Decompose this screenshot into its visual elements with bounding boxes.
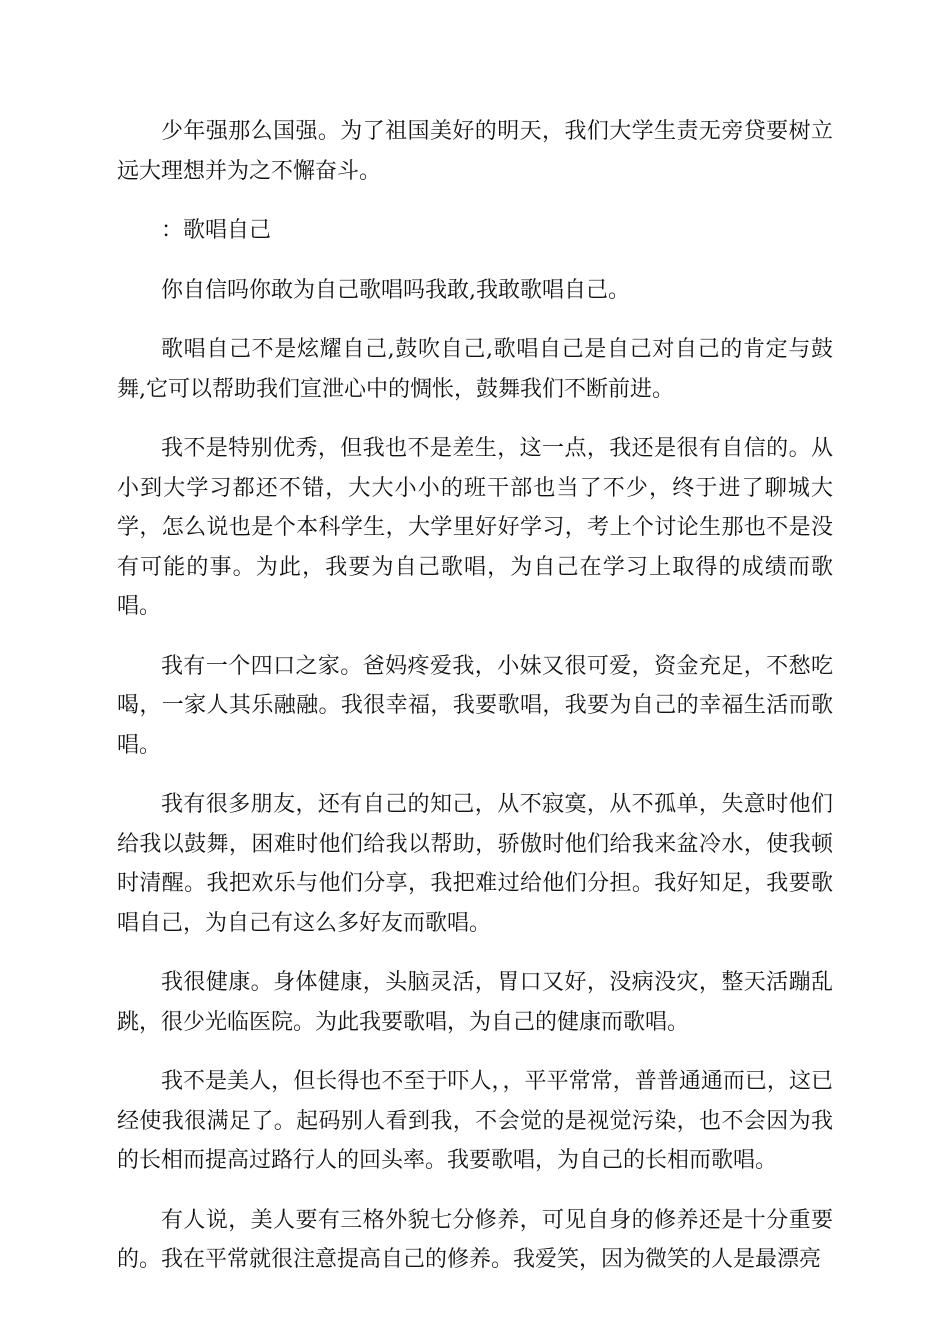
paragraph-2: 你自信吗你敢为自己歌唱吗我敢,我敢歌唱自己。 xyxy=(161,277,630,303)
paragraph-7: 我很健康。身体健康，头脑灵活，胃口又好，没病没灾，整天活蹦乱跳，很少光临医院。为此我要歌唱，为自己的健康而歌唱。 xyxy=(117,970,833,1035)
paragraph-1: 少年强那么国强。为了祖国美好的明天，我们大学生责无旁贷要树立远大理想并为之不懈奋斗。 xyxy=(117,119,833,184)
section-heading: ：歌唱自己 xyxy=(161,218,272,243)
paragraph-6: 我有很多朋友，还有自己的知己，从不寂寞，从不孤单，失意时他们给我以鼓舞，困难时他们给我以帮助，骄傲时他们给我来盆冷水，使我顿时清醒。我把欢乐与他们分享，我把难过给他们分担。我好知足，我要歌唱自己，为自己有这么多好友而歌唱。 xyxy=(117,792,833,936)
paragraph-5: 我有一个四口之家。爸妈疼爱我，小妹又很可爱，资金充足，不愁吃喝，一家人其乐融融。我很幸福，我要歌唱，我要为自己的幸福生活而歌唱。 xyxy=(117,653,833,758)
paragraph-9: 有人说，美人要有三格外貌七分修养，可见自身的修养还是十分重要的。我在平常就很注意提高自己的修养。我爱笑，因为微笑的人是最漂亮 xyxy=(117,1207,833,1272)
paragraph-3: 歌唱自己不是炫耀自己,鼓吹自己,歌唱自己是自己对自己的肯定与鼓舞,它可以帮助我们宣泄心中的惆怅，鼓舞我们不断前进。 xyxy=(117,337,833,402)
document-body xyxy=(117,112,833,1300)
paragraph-4: 我不是特别优秀，但我也不是差生，这一点，我还是很有自信的。从小到大学习都还不错，大大小小的班干部也当了不少，终于进了聊城大学，怎么说也是个本科学生，大学里好好学习，考上个讨论生那也不是没有可能的事。为此，我要为自己歌唱，为自己在学习上取得的成绩而歌唱。 xyxy=(117,436,833,619)
paragraph-8: 我不是美人，但长得也不至于吓人，，平平常常，普普通通而已，这已经使我很满足了。起码别人看到我，不会觉的是视觉污染，也不会因为我的长相而提高过路行人的回头率。我要歌唱，为自己的长相而歌唱。 xyxy=(117,1069,833,1173)
